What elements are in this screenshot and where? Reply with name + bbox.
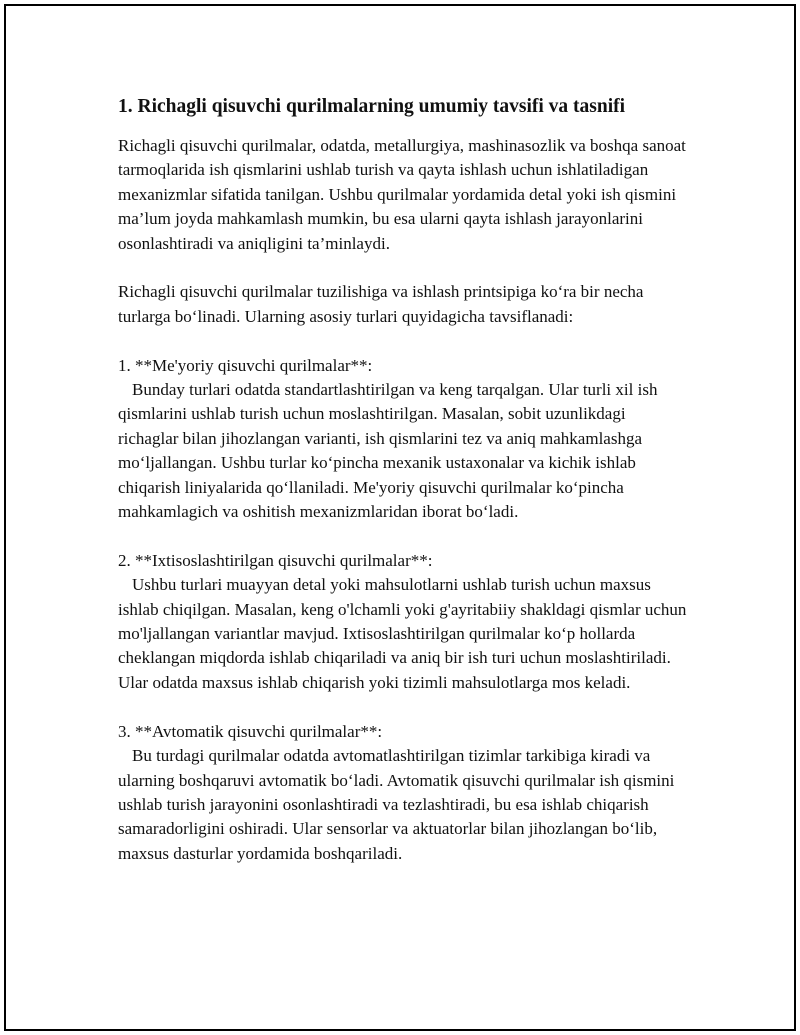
list-item-body: Bunday turlari odatda standartlashtirilgan va keng tarqalgan. Ular turli xil ish qismlarini ushlab turish uchun moslashtirilgan. Masalan, sobit uzunlikdagi richaglar bilan jihozlangan varianti, ish qismlarini tez va aniq mahkamlashga mo‘ljallangan. Ushbu turlar ko‘pincha mexanik ustaxonalar va kichik ishlab chiqarish liniyalarida qo‘llaniladi. Me'yoriy qisuvchi qurilmalar ko‘pincha mahkamlagich va oshitish mexanizmlaridan iborat bo‘ladi. <box>118 380 658 522</box>
list-item <box>118 354 688 525</box>
list-item-title: 1. **Me'yoriy qisuvchi qurilmalar**: <box>118 355 373 375</box>
section-heading: 1. Richagli qisuvchi qurilmalarning umumiy tavsifi va tasnifi <box>118 96 626 117</box>
list-item-title: 2. **Ixtisoslashtirilgan qisuvchi qurilmalar**: <box>118 550 433 570</box>
list-item-body: Bu turdagi qurilmalar odatda avtomatlashtirilgan tizimlar tarkibiga kiradi va ularning boshqaruvi avtomatik bo‘ladi. Avtomatik qisuvchi qurilmalar ish qismini ushlab turish jarayonini osonlashtiradi va tezlashtiradi, bu esa ishlab chiqarish samaradorligini oshiradi. Ular sensorlar va aktuatorlar bilan jihozlangan bo‘lib, maxsus dasturlar yordamida boshqariladi. <box>118 746 675 863</box>
document-body <box>118 94 688 891</box>
list-item <box>118 549 688 695</box>
list-item-body: Ushbu turlari muayyan detal yoki mahsulotlarni ushlab turish uchun maxsus ishlab chiqilgan. Masalan, keng o'lchamli yoki g'ayritabiiy shakldagi qismlar uchun mo'ljallangan variantlar mavjud. Ixtisoslashtirilgan qurilmalar ko‘p hollarda cheklangan miqdorda ishlab chiqariladi va aniq bir ish turi uchun moslashtiriladi. Ular odatda maxsus ishlab chiqarish yoki tizimli mahsulotlarga mos keladi. <box>118 575 687 692</box>
list-item-title: 3. **Avtomatik qisuvchi qurilmalar**: <box>118 721 383 741</box>
classification-paragraph: Richagli qisuvchi qurilmalar tuzilishiga va ishlash printsipiga ko‘ra bir necha turlarga bo‘linadi. Ularning asosiy turlari quyidagicha tavsiflanadi: <box>118 282 644 326</box>
intro-paragraph: Richagli qisuvchi qurilmalar, odatda, metallurgiya, mashinasozlik va boshqa sanoat tarmoqlarida ish qismlarini ushlab turish va qayta ishlash uchun ishlatiladigan mexanizmlar sifatida tanilgan. Ushbu qurilmalar yordamida detal yoki ish qismini ma’lum joyda mahkamlash mumkin, bu esa ularni qayta ishlash jarayonlarini osonlashtiradi va aniqligini ta’minlaydi. <box>118 136 686 253</box>
list-item <box>118 720 688 866</box>
